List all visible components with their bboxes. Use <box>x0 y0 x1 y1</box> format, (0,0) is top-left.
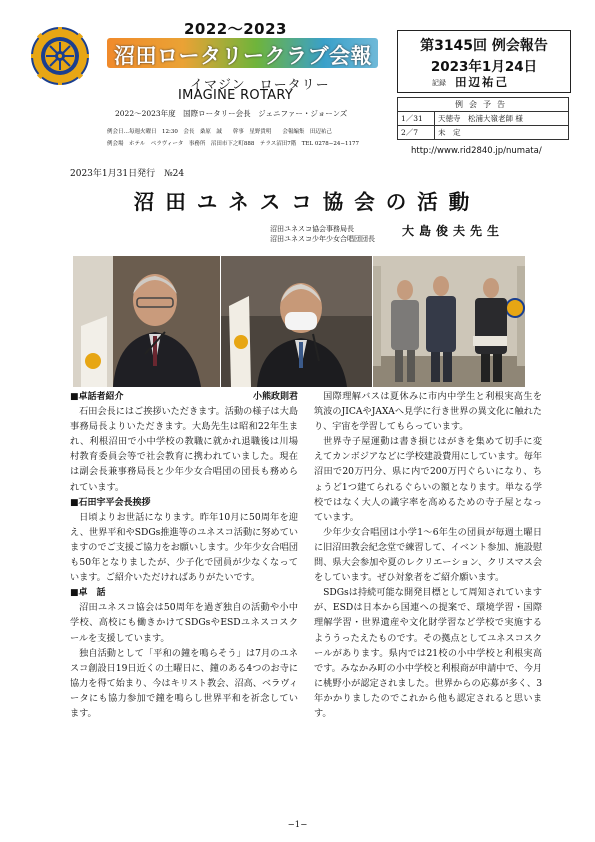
page-number: −1− <box>287 820 308 830</box>
photo-group-presentation <box>373 256 525 387</box>
ri-president-line: 2022～2023年度 国際ロータリー会長 ジェニファー・ジョーンズ <box>115 109 348 118</box>
club-website-link[interactable]: http://www.rid2840.jp/numata/ <box>411 146 542 156</box>
paragraph: SDGsは持続可能な開発目標として周知されていますが、ESDは日本から国連への提案で、環境学習・国際理解学習・世界遺産や文化財学習など学校で実施するよううったえたものです。その拠点としてユネスコスクールがあります。県内では21校の小中学校と利根実高です。みなかみ町の小中学校と利根商が申請中で、今月に桃野小が認定されました。世界からの応募が多く、3年かかりましたのでこれから他も認定されると思います。 <box>314 588 542 719</box>
paragraph: 日頃よりお世話になります。昨年10月に50周年を迎え、世界平和やSDGs推進等のユネスコ活動に努めていますのでご支援ご協力をお願いします。少年少女合唱団も50年となりましたが、少子化で団員が少なくなっています。ご紹介いただければありがたいです。 <box>70 512 298 584</box>
author-affiliation: 沼田ユネスコ少年少女合唱団団長 <box>270 235 375 243</box>
recorder-label: 記録 <box>432 79 446 87</box>
schedule-title: 例会予告 <box>398 98 569 112</box>
schedule-date: 2／7 <box>398 126 435 140</box>
photo-speaker-presenter <box>73 256 220 387</box>
author-name: 大島俊夫先生 <box>402 224 505 238</box>
meeting-date: 2023年1月24日 <box>430 59 538 75</box>
section-heading-row <box>70 390 298 405</box>
section-heading: ■卓 話 <box>70 588 106 599</box>
article-column-right <box>314 390 542 722</box>
section-heading: ■石田宇平会長挨拶 <box>70 497 151 508</box>
rotary-logo <box>30 26 90 86</box>
club-name: 沼田ロータリークラブ会報 <box>114 44 372 68</box>
issue-date: 2023年1月31日発行 №24 <box>70 169 185 179</box>
schedule-date: 1／31 <box>398 112 435 126</box>
paragraph: 石田会長にはご挨拶いただきます。活動の様子は大島事務局長よりいただきます。大島先生は昭和22年生まれ、利根沼田で小中学校の教職に就かれ退職後は川場村教育委員会等で社会教育に携われていました。現在は副会長兼事務局長と少年少女合唱団の団長も務められています。 <box>70 407 298 493</box>
meeting-schedule-table <box>397 97 569 140</box>
theme-english: IMAGINE ROTARY <box>178 88 294 103</box>
schedule-content: 天徳寺 松浦大嶺老師 様 <box>435 112 569 126</box>
paragraph: 少年少女合唱団は小学1～6年生の団員が毎週土曜日に旧沼田教会紀念堂で練習して、イベント参加、施設慰問、県大会参加や夏のレクリエーション、クリスマス会をしています。ぜひ対象者をご紹介願います。 <box>314 527 542 584</box>
presenter-name: 小熊政則君 <box>252 392 298 402</box>
club-info-meeting: 例会日…毎週火曜日 12:30 会長 桑原 誠 幹事 星野貴明 会報編集 田辺祐己 <box>107 129 332 135</box>
table-row <box>398 126 569 140</box>
paragraph: 独自活動として「平和の鐘を鳴らそう」は7月のユネスコ創設日19日近くの土曜日に、鐘のある4つのお寺に協力を得て始まり、今はキリスト教会、沼高、ベラヴィータにも協力参加で鐘を鳴らし世界平和を祈念しています。 <box>70 648 298 719</box>
meeting-number: 第3145回 例会報告 <box>420 38 548 54</box>
author-affiliation: 沼田ユネスコ協会事務局長 <box>270 225 354 233</box>
photo-president-greeting <box>221 256 372 387</box>
paragraph: 沼田ユネスコ協会は50周年を過ぎ独自の活動や小中学校、高校にも働きかけてSDGsやESDユネスコスクールを支援しています。 <box>70 603 298 644</box>
article-column-left <box>70 390 298 722</box>
article-title: 沼田ユネスコ協会の活動 <box>133 190 481 214</box>
schedule-content: 未 定 <box>435 126 569 140</box>
paragraph: 世界寺子屋運動は書き損じはがきを集めて切手に変えてカンボジアなどに学校建設費用にしています。毎年沼田で20万円分、県に内で200万円ぐらいになり、ちょうど1つ建てられるぐらいの額となります。単なる学校ではなく大人の識字率を高めるための寺子屋となっています。 <box>314 437 542 523</box>
section-heading: ■卓話者紹介 <box>70 392 124 402</box>
fiscal-year-range: 2022～2023 <box>184 20 287 38</box>
theme-japanese: イマジン ロータリー <box>190 78 330 93</box>
recorder-name: 田辺祐己 <box>455 75 509 89</box>
club-info-venue: 例会場 ホテル ベラヴィータ 事務所 沼田市下之町888 テラス沼田7階 TEL 0278−24−1177 <box>107 141 360 147</box>
table-row <box>398 112 569 126</box>
paragraph: 国際理解バスは夏休みに市内中学生と利根実高生を筑波のJICAやJAXAへ見学に行き世界の異文化に触れたり、宇宙を学習してもらっています。 <box>314 392 542 433</box>
